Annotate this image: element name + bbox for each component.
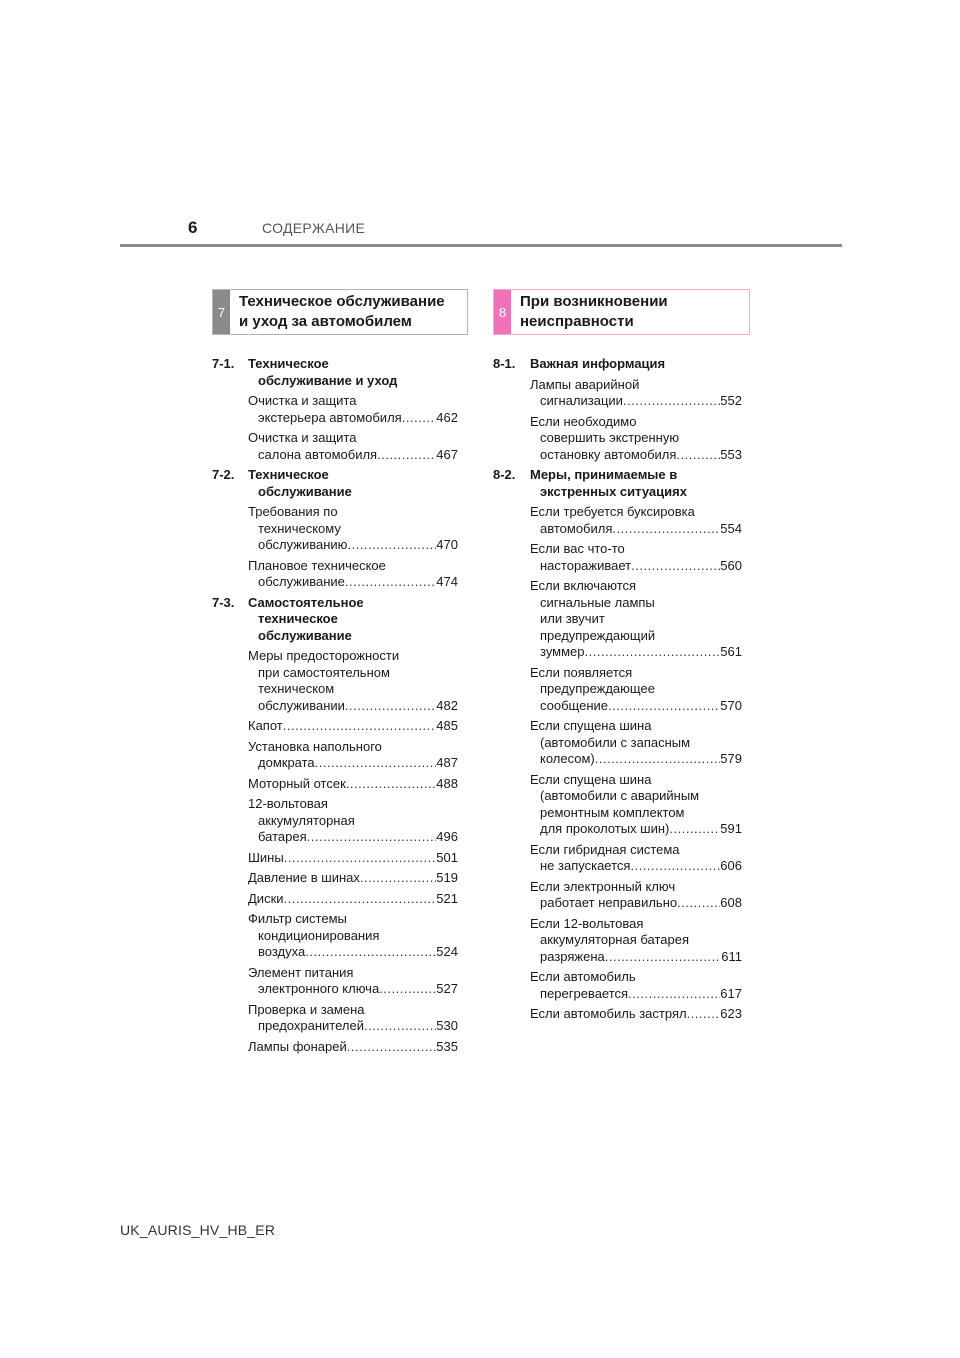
toc-entry-last-line xyxy=(530,895,742,912)
toc-page-number: 591 xyxy=(720,821,742,836)
toc-page-number: 487 xyxy=(436,755,458,770)
toc-category-label: экстренных ситуациях xyxy=(540,483,687,499)
toc-entry-text: разряжена xyxy=(540,948,605,964)
toc-entry-text: Шины xyxy=(248,849,284,865)
toc-entry xyxy=(493,916,742,966)
toc-entry-text: воздуха xyxy=(258,944,306,959)
toc-entry xyxy=(212,739,458,772)
toc-entry-text: Если требуется буксировка xyxy=(530,504,695,519)
toc-entry-text: электронного ключа xyxy=(258,981,380,996)
dot-leader xyxy=(676,447,720,464)
toc-category-label: Техническое xyxy=(248,467,329,482)
dot-leader xyxy=(631,558,720,575)
toc-page-number: 521 xyxy=(436,890,458,906)
toc-page-number: 485 xyxy=(436,718,458,733)
dot-leader xyxy=(346,776,437,793)
toc-entry-text: обслуживание xyxy=(258,574,345,589)
dot-leader xyxy=(347,537,436,554)
toc-page-number: 608 xyxy=(720,895,742,910)
header-rule xyxy=(120,244,842,247)
toc-page-number: 524 xyxy=(436,944,458,959)
toc-category-label: техническое xyxy=(258,611,338,626)
toc-entry xyxy=(493,665,742,715)
dot-leader xyxy=(284,891,437,908)
toc-category xyxy=(493,356,742,373)
toc-entry-text: Если вас что-то xyxy=(530,541,625,556)
toc-page-number: 561 xyxy=(720,644,742,659)
toc-entry-text: остановку автомобиля xyxy=(540,446,677,462)
toc-entry-last-line xyxy=(530,558,742,575)
toc-entry xyxy=(212,891,458,908)
toc-entry-text: Если автомобиль застрял xyxy=(530,1006,687,1021)
toc-entry-text: салона автомобиля xyxy=(258,446,378,462)
section-7-tab: 7 xyxy=(213,290,230,334)
toc-entry-text: колесом) xyxy=(540,751,595,766)
toc-entry-last-line xyxy=(530,447,742,464)
toc-entry-text: Капот xyxy=(248,718,283,733)
toc-category-label: Самостоятельное xyxy=(248,594,364,610)
dot-leader xyxy=(623,393,720,410)
toc-page-number: 488 xyxy=(436,775,458,791)
toc-entry-last-line xyxy=(530,986,742,1003)
toc-entry-last-line xyxy=(248,410,458,427)
section-7-header xyxy=(212,289,468,335)
toc-entry-text: работает неправильно xyxy=(540,895,678,910)
toc-category-number: 7-2. xyxy=(212,467,235,482)
toc-entry-text: Лампы фонарей xyxy=(248,1038,347,1054)
toc-entry-text: Очистка и защита xyxy=(248,430,357,445)
toc-page-number: 474 xyxy=(436,574,458,589)
dot-leader xyxy=(345,698,436,715)
toc-entry-last-line xyxy=(248,850,458,867)
toc-category xyxy=(212,467,458,500)
section-7-title-line1: Техническое обслуживание xyxy=(239,293,445,310)
section-8-tab: 8 xyxy=(494,290,511,334)
toc-entry-text: Если 12-вольтовая xyxy=(530,915,644,931)
toc-entry-last-line xyxy=(248,755,458,772)
toc-entry-last-line xyxy=(248,981,458,998)
toc-page-number: 570 xyxy=(720,697,742,713)
toc-entry-text: обслуживанию xyxy=(258,537,348,552)
toc-entry-text: батарея xyxy=(258,829,307,844)
toc-entry-text: Моторный отсек xyxy=(248,775,346,791)
dot-leader xyxy=(379,981,436,998)
toc-entry-last-line xyxy=(248,1039,458,1056)
toc-page-number: 611 xyxy=(721,948,742,964)
dot-leader xyxy=(612,521,720,538)
toc-page-number: 462 xyxy=(436,409,458,425)
toc-page-number: 535 xyxy=(436,1038,458,1054)
toc-category-label: обслуживание xyxy=(258,483,352,499)
toc-entry-last-line xyxy=(530,393,742,410)
toc-entry xyxy=(212,796,458,846)
dot-leader xyxy=(305,944,436,961)
toc-entry-last-line xyxy=(248,698,458,715)
toc-entry-text: обслуживании xyxy=(258,697,345,713)
toc-category-label: Техническое xyxy=(248,356,329,371)
toc-entry-text: перегревается xyxy=(540,985,629,1001)
toc-entry-text: при самостоятельном xyxy=(258,664,390,680)
toc-entry-text: для проколотых шин) xyxy=(540,821,670,836)
toc-page-number: 470 xyxy=(436,537,458,552)
toc-entry-text: сигнальные лампы xyxy=(540,594,655,610)
dot-leader xyxy=(595,751,721,768)
toc-entry-last-line xyxy=(530,949,742,966)
toc-entry-last-line xyxy=(248,447,458,464)
toc-page-number: 482 xyxy=(436,697,458,713)
toc-category-label: Важная информация xyxy=(530,356,666,371)
dot-leader xyxy=(630,858,720,875)
toc-page-number: 553 xyxy=(720,446,742,462)
toc-entry-text: Диски xyxy=(248,890,284,906)
toc-page-number: 623 xyxy=(720,1006,742,1021)
dot-leader xyxy=(347,1039,437,1056)
toc-entry-last-line xyxy=(530,521,742,538)
dot-leader xyxy=(284,850,437,867)
toc-entry-text: техническом xyxy=(258,681,335,696)
toc-entry xyxy=(212,648,458,714)
toc-entry xyxy=(212,558,458,591)
toc-entry-text: Если появляется xyxy=(530,664,633,680)
toc-entry-text: автомобиля xyxy=(540,520,613,536)
toc-entry-text: 12-вольтовая xyxy=(248,796,328,811)
toc-entry xyxy=(212,911,458,961)
page-number: 6 xyxy=(188,218,198,237)
dot-leader xyxy=(585,644,721,661)
toc-entry xyxy=(493,842,742,875)
toc-entry xyxy=(493,969,742,1002)
dot-leader xyxy=(283,718,437,735)
toc-page-number: 467 xyxy=(436,446,458,462)
toc-entry-last-line xyxy=(530,821,742,838)
toc-entry-last-line xyxy=(530,1006,742,1023)
section-8-title-line1: При возникновении xyxy=(520,293,668,310)
toc-category-number: 8-1. xyxy=(493,356,516,371)
document-code: UK_AURIS_HV_HB_ER xyxy=(120,1222,276,1238)
toc-entry xyxy=(493,718,742,768)
toc-entry-last-line xyxy=(248,829,458,846)
toc-entry-text: Если спущена шина xyxy=(530,771,652,787)
toc-category-number: 8-2. xyxy=(493,467,516,482)
toc-entry-text: Если электронный ключ xyxy=(530,878,676,894)
toc-entry xyxy=(493,377,742,410)
toc-entry-text: Если необходимо xyxy=(530,413,637,429)
toc-entry-text: Требования по xyxy=(248,504,338,519)
toc-page-number: 617 xyxy=(720,985,742,1001)
dot-leader xyxy=(364,1018,436,1035)
section-8-contents xyxy=(493,352,742,1023)
toc-page-number: 530 xyxy=(436,1018,458,1033)
toc-entry xyxy=(493,879,742,912)
toc-entry xyxy=(212,776,458,793)
toc-entry-text: (автомобили с аварийным xyxy=(540,788,700,803)
toc-category xyxy=(212,356,458,389)
toc-entry-last-line xyxy=(248,776,458,793)
toc-entry-last-line xyxy=(530,644,742,661)
toc-entry-text: Меры предосторожности xyxy=(248,648,400,663)
toc-page-number: 552 xyxy=(720,393,742,408)
toc-entry-text: Установка напольного xyxy=(248,738,382,754)
toc-category xyxy=(212,595,458,645)
toc-entry-last-line xyxy=(530,698,742,715)
toc-page-number: 519 xyxy=(436,870,458,885)
toc-entry xyxy=(212,1039,458,1056)
toc-entry xyxy=(212,850,458,867)
toc-entry-text: Если гибридная система xyxy=(530,841,680,857)
dot-leader xyxy=(628,986,720,1003)
toc-entry xyxy=(493,772,742,838)
toc-entry-text: экстерьера автомобиля xyxy=(258,409,402,425)
toc-entry-text: Очистка и защита xyxy=(248,393,357,408)
section-7-title-line2: и уход за автомобилем xyxy=(239,313,412,330)
toc-entry-text: Проверка и замена xyxy=(248,1001,365,1017)
toc-entry-text: сигнализации xyxy=(540,393,623,408)
toc-page-number: 560 xyxy=(720,557,742,573)
toc-entry xyxy=(212,393,458,426)
toc-entry-last-line xyxy=(248,574,458,591)
toc-entry-text: кондиционирования xyxy=(258,927,380,943)
toc-category xyxy=(493,467,742,500)
toc-entry-text: аккумуляторная xyxy=(258,812,355,828)
dot-leader xyxy=(608,698,720,715)
toc-entry xyxy=(493,1006,742,1023)
toc-entry xyxy=(212,1002,458,1035)
toc-entry-text: Если включаются xyxy=(530,578,637,593)
toc-entry-text: аккумуляторная батарея xyxy=(540,932,689,947)
toc-entry-text: предохранителей xyxy=(258,1018,364,1033)
toc-entry xyxy=(493,578,742,661)
toc-entry-text: зуммер xyxy=(540,644,585,659)
toc-page-number: 579 xyxy=(720,751,742,766)
toc-entry-last-line xyxy=(530,751,742,768)
toc-category-number: 7-3. xyxy=(212,594,235,610)
toc-entry xyxy=(212,870,458,887)
dot-leader xyxy=(605,949,722,966)
toc-entry-text: Если автомобиль xyxy=(530,969,636,984)
toc-entry xyxy=(212,718,458,735)
toc-entry-text: Если спущена шина xyxy=(530,718,652,733)
toc-page-number: 527 xyxy=(436,981,458,996)
section-8-title-line2: неисправности xyxy=(520,313,634,330)
toc-entry-text: предупреждающий xyxy=(540,627,656,643)
toc-entry-last-line xyxy=(248,870,458,887)
toc-entry-last-line xyxy=(530,858,742,875)
toc-entry xyxy=(212,504,458,554)
toc-entry-text: Плановое техническое xyxy=(248,557,386,573)
toc-entry-text: совершить экстренную xyxy=(540,430,680,445)
section-7-title xyxy=(239,292,461,332)
toc-entry-last-line xyxy=(248,718,458,735)
dot-leader xyxy=(677,895,720,912)
toc-page-number: 496 xyxy=(436,829,458,844)
toc-entry-text: предупреждающее xyxy=(540,681,655,696)
dot-leader xyxy=(345,574,436,591)
toc-entry xyxy=(493,504,742,537)
toc-entry-last-line xyxy=(248,891,458,908)
toc-entry-text: Элемент питания xyxy=(248,964,354,980)
dot-leader xyxy=(307,829,437,846)
section-7-contents xyxy=(212,352,458,1055)
section-8-title xyxy=(520,292,743,332)
toc-category-label: обслуживание xyxy=(258,627,352,643)
toc-entry-last-line xyxy=(248,1018,458,1035)
toc-entry-text: (автомобили с запасным xyxy=(540,734,691,750)
toc-entry xyxy=(212,965,458,998)
toc-category-number: 7-1. xyxy=(212,356,235,371)
toc-entry-text: домкрата xyxy=(258,755,315,770)
toc-entry-text: ремонтным комплектом xyxy=(540,804,685,820)
toc-entry xyxy=(493,541,742,574)
toc-entry xyxy=(493,414,742,464)
dot-leader xyxy=(360,870,436,887)
toc-entry-last-line xyxy=(248,944,458,961)
toc-entry-text: Фильтр системы xyxy=(248,911,347,926)
page-header-title: СОДЕРЖАНИЕ xyxy=(262,220,366,236)
toc-page-number: 554 xyxy=(720,520,742,536)
toc-page-number: 606 xyxy=(720,858,742,873)
toc-entry-text: Давление в шинах xyxy=(248,870,360,885)
toc-entry-text: сообщение xyxy=(540,697,609,713)
dot-leader xyxy=(315,755,437,772)
toc-entry-text: или звучит xyxy=(540,611,605,626)
dot-leader xyxy=(687,1006,721,1023)
toc-entry-last-line xyxy=(248,537,458,554)
toc-category-label: Меры, принимаемые в xyxy=(530,467,678,482)
toc-entry-text: настораживает xyxy=(540,557,632,573)
toc-page-number: 501 xyxy=(436,849,458,865)
dot-leader xyxy=(402,410,437,427)
toc-entry-text: техническому xyxy=(258,520,341,536)
section-8-header xyxy=(493,289,750,335)
toc-entry xyxy=(212,430,458,463)
toc-entry-text: не запускается xyxy=(540,858,631,873)
dot-leader xyxy=(377,447,436,464)
toc-category-label: обслуживание и уход xyxy=(258,372,398,388)
toc-entry-text: Лампы аварийной xyxy=(530,376,640,392)
dot-leader xyxy=(669,821,720,838)
